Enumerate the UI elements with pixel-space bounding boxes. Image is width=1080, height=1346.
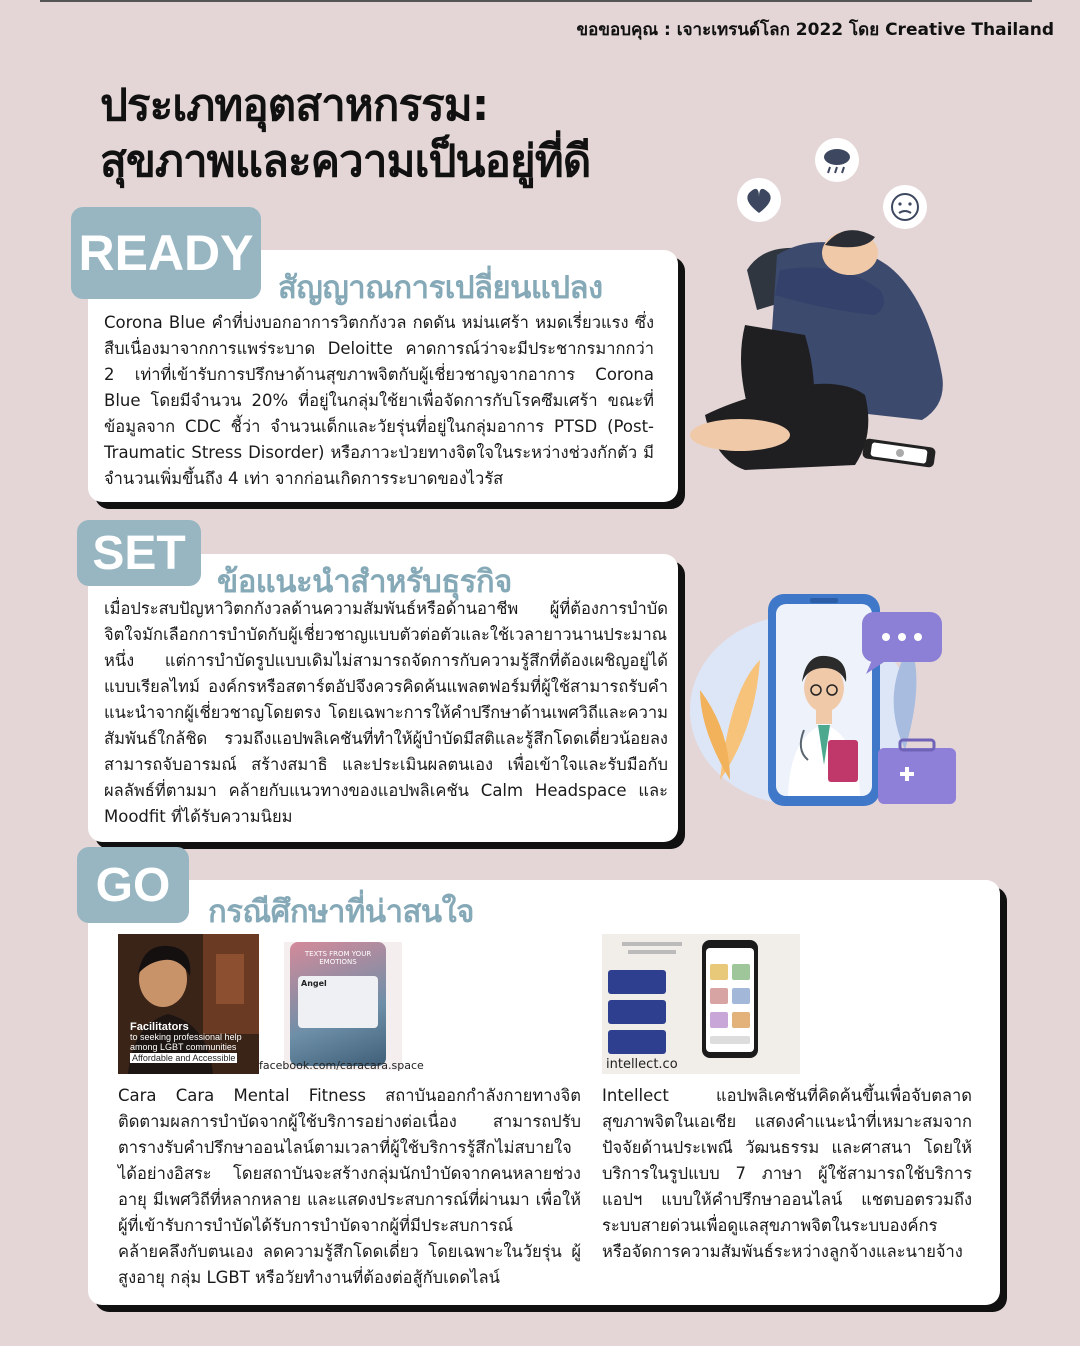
doctor-phone-illustration [690, 590, 960, 820]
title-line-1: ประเภทอุตสาหกรรม: [100, 80, 489, 131]
intellect-body: Intellect แอปพลิเคชันที่คิดค้นขึ้นเพื่อจับตลาดสุขภาพจิตในเอเชีย แสดงคำแนะนำที่เหมาะสมจากปัจจัยด้านประเพณี วัฒนธรรม และศาสนา โดยให้บริการในรูปแบบ 7 ภาษา ผู้ใช้สามารถใช้บริการแอปฯ แบบให้คำปรึกษาออนไลน์ แชตบอตรวมถึงระบบสายด่วนเพื่อดูแลสุขภาพจิตในระบบองค์กร หรือจัดการความสัมพันธ์ระหว่างลูกจ้างและนายจ้าง [602, 1086, 972, 1261]
sad-person-illustration [685, 135, 955, 480]
set-body: เมื่อประสบปัญหาวิตกกังวลด้านความสัมพันธ์หรือด้านอาชีพ ผู้ที่ต้องการบำบัดจิตใจมักเลือกการบำบัดกับผู้เชี่ยวชาญแบบตัวต่อตัวและใช้เวลายาวนานประมาณหนึ่ง แต่การบำบัดรูปแบบเดิมไม่สามารถจัดการกับความรู้สึกที่ต้องเผชิญอยู่ได้แบบเรียลไทม์ องค์กรหรือสตาร์ตอัปจึงควรคิดค้นแพลตฟอร์มที่ผู้ใช้สามารถรับคำแนะนำจากผู้เชี่ยวชาญโดยตรง โดยเฉพาะการให้คำปรึกษาด้านเพศวิถีและความสัมพันธ์ใกล้ชิด รวมถึงแอปพลิเคชันที่ทำให้ผู้บำบัดมีสติและรู้สึกโดดเดี่ยวน้อยลง สามารถจับอารมณ์ สร้างสมาธิ และประเมินผลตนเอง เพื่อเข้าใจและรับมือกับผลลัพธ์ที่ตามมา คล้ายกับแนวทางของแอปพลิเคชัน Calm Headspace และ Moodfit ที่ได้รับความนิยม [104, 599, 668, 826]
go-heading: กรณีศึกษาที่น่าสนใจ [208, 894, 474, 930]
go-badge: GO [77, 847, 189, 923]
set-badge: SET [77, 520, 201, 586]
emotion-card [290, 942, 386, 1066]
ready-body: Corona Blue คำที่บ่งบอกอาการวิตกกังวล กดดัน หม่นเศร้า หมดเรี่ยวแรง ซึ่งสืบเนื่องมาจากการแพร่ระบาด Deloitte คาดการณ์ว่าจะมีประชากรมากกว่า 2 เท่าที่เข้ารับการปรึกษาด้านสุขภาพจิตกับผู้เชี่ยวชาญจากอาการ Corona Blue โดยมีจำนวน 20% ที่อยู่ในกลุ่มใช้ยาเพื่อจัดการกับโรคซึมเศร้า ขณะที่ข้อมูลจาก CDC ชี้ว่า จำนวนเด็กและวัยรุ่นที่อยู่ในกลุ่มอาการ PTSD (Post-Traumatic Stress Disorder) หรือภาวะป่วยทางจิตใจในระหว่างช่วงกักตัว มีจำนวนเพิ่มขึ้นถึง 4 เท่า จากก่อนเกิดการระบาดของไวรัส [104, 313, 654, 488]
title-line-2: สุขภาพและความเป็นอยู่ที่ดี [100, 136, 591, 187]
intellect-caption: intellect.co [606, 1057, 678, 1072]
set-heading: ข้อแนะนำสำหรับธุรกิจ [217, 564, 512, 600]
page-title [100, 78, 590, 190]
overlay-line-1: Facilitators [130, 1021, 189, 1033]
overlay-line-4: Affordable and Accessible [132, 1053, 236, 1063]
ready-heading: สัญญาณการเปลี่ยนแปลง [278, 270, 603, 306]
sad-face-icon [883, 185, 927, 229]
emotion-card-title: TEXTS FROM YOUR EMOTIONS [304, 950, 372, 966]
caracara-body: Cara Cara Mental Fitness สถาบันออกกำลังกายทางจิต ติดตามผลการบำบัดจากผู้ใช้บริการอย่างต่อเนื่อง สามารถปรับตารางรับคำปรึกษาออนไลน์ตามเวลาที่ผู้ใช้บริการรู้สึกไม่สบายใจได้อย่างอิสระ โดยสถาบันจะสร้างกลุ่มนักบำบัดจากคนหลายช่วงอายุ มีเพศวิถีที่หลากหลาย และแสดงประสบการณ์ที่ผ่านมา เพื่อให้ผู้ที่เข้ารับการบำบัดได้รับการบำบัดจากผู้ที่มีประสบการณ์คล้ายคลึงกับตนเอง ลดความรู้สึกโดดเดี่ยว โดยเฉพาะในวัยรุ่น ผู้สูงอายุ กลุ่ม LGBT หรือวัยทำงานที่ต้องต่อสู้กับเดดไลน์ [118, 1086, 581, 1287]
ready-badge: READY [71, 207, 261, 299]
intellect-photo [602, 934, 800, 1074]
caracara-caption: facebook.com/caracara.space [259, 1059, 424, 1072]
overlay-line-2: to seeking professional help [130, 1032, 242, 1042]
top-rule [40, 0, 1032, 2]
medical-kit-icon [878, 748, 956, 804]
emotion-card-photo [284, 942, 402, 1070]
photo-overlay-text [130, 1022, 242, 1063]
credit-line: ขอขอบคุณ : เจาะเทรนด์โลก 2022 โดย Creative Thailand [576, 20, 1054, 40]
emotion-card-name: Angel [301, 979, 327, 988]
caracara-photo [118, 934, 259, 1074]
emotion-card-box [298, 976, 378, 1028]
overlay-line-3: among LGBT communities [130, 1042, 237, 1052]
